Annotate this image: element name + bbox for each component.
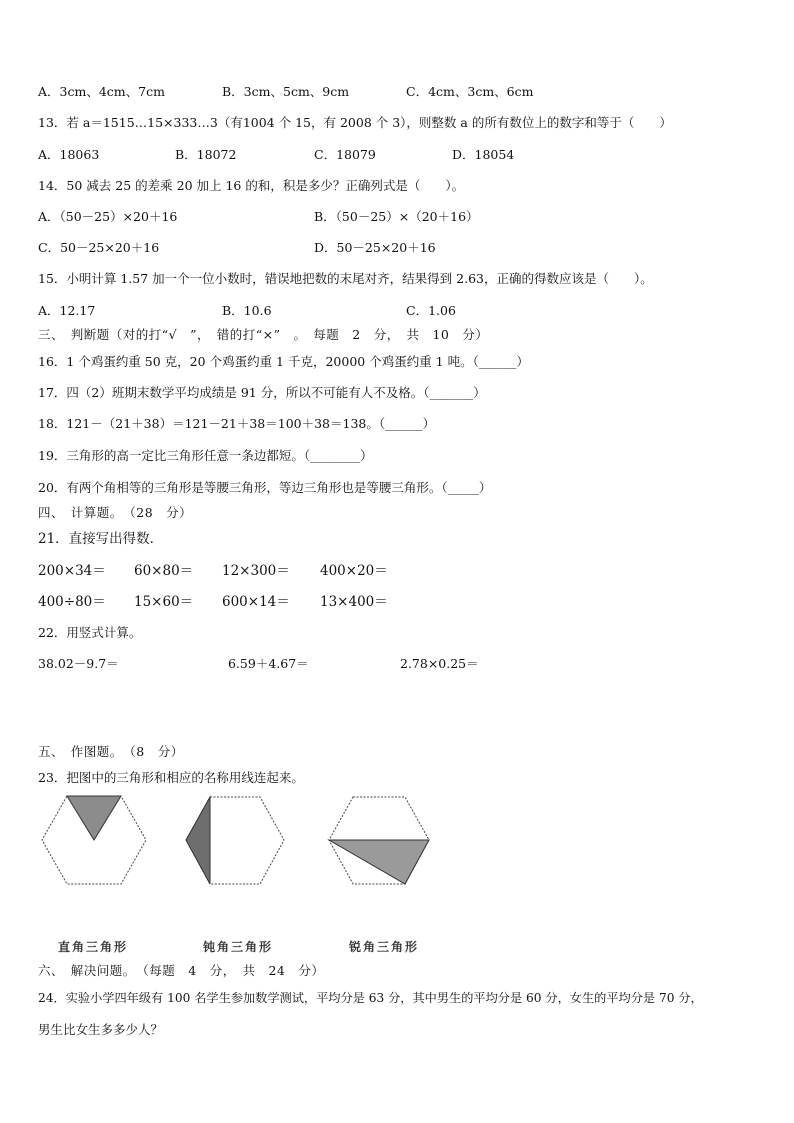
q15-option-c: C．1.06 bbox=[406, 303, 456, 318]
q21-item: 400÷80＝ bbox=[38, 594, 106, 610]
hexagon-figure-right-triangle bbox=[40, 794, 148, 886]
q24-line1: 24．实验小学四年级有 100 名学生参加数学测试，平均分是 63 分，其中男生的平均分是 60 分，女生的平均分是 70 分， bbox=[38, 991, 703, 1005]
q16-statement: 16．1 个鸡蛋约重 50 克，20 个鸡蛋约重 1 千克，20000 个鸡蛋约重 1 吨。（______） bbox=[38, 354, 529, 369]
q24-line2: 男生比女生多多少人？ bbox=[38, 1022, 164, 1037]
section5-heading: 五、 作图题。 （8 分） bbox=[38, 744, 184, 759]
q14-option-b: B．（50－25）×（20＋16） bbox=[314, 209, 479, 224]
section3-heading: 三、 判断题（对的打“√ ”， 错的打“×” 。 每题 2 分， 共 10 分） bbox=[38, 327, 489, 342]
q14-option-a: A．（50－25）×20＋16 bbox=[38, 209, 178, 224]
section4-heading: 四、 计算题。 （28 分） bbox=[38, 505, 193, 520]
q15-stem: 15．小明计算 1.57 加一个一位小数时，错误地把数的末尾对齐，结果得到 2.63，正确的得数应该是（ ）。 bbox=[38, 271, 653, 286]
q13-option-b: B．18072 bbox=[175, 147, 237, 162]
q21-item: 12×300＝ bbox=[222, 563, 290, 579]
q22-item: 6.59＋4.67＝ bbox=[228, 656, 309, 671]
q21-item: 200×34＝ bbox=[38, 563, 106, 579]
q21-item: 400×20＝ bbox=[320, 563, 388, 579]
q21-item: 15×60＝ bbox=[134, 594, 194, 610]
q22-stem: 22．用竖式计算。 bbox=[38, 625, 142, 640]
q13-option-c: C．18079 bbox=[314, 147, 376, 162]
q21-stem: 21．直接写出得数． bbox=[38, 531, 164, 547]
q12-option-a: A．3cm、4cm、7cm bbox=[38, 84, 165, 99]
q14-option-d: D．50－25×20＋16 bbox=[314, 240, 436, 255]
q13-option-d: D．18054 bbox=[452, 147, 515, 162]
q22-item: 38.02－9.7＝ bbox=[38, 656, 119, 671]
label-obtuse-triangle: 钝角三角形 bbox=[203, 940, 274, 954]
label-acute-triangle: 锐角三角形 bbox=[349, 940, 420, 954]
label-right-triangle: 直角三角形 bbox=[58, 940, 129, 954]
hexagon-figure-acute-triangle bbox=[327, 795, 431, 886]
q22-item: 2.78×0.25＝ bbox=[400, 656, 479, 671]
q17-statement: 17．四（2）班期末数学平均成绩是 91 分，所以不可能有人不及格。（_______） bbox=[38, 385, 486, 400]
q13-option-a: A．18063 bbox=[38, 147, 100, 162]
q15-option-b: B．10.6 bbox=[222, 303, 272, 318]
q19-statement: 19．三角形的高一定比三角形任意一条边都短。（________） bbox=[38, 448, 373, 463]
q12-option-b: B．3cm、5cm、9cm bbox=[222, 84, 350, 99]
q12-option-c: C．4cm、3cm、6cm bbox=[406, 84, 534, 99]
q14-option-c: C．50－25×20＋16 bbox=[38, 240, 160, 255]
q18-statement: 18．121－（21＋38）＝121－21＋38＝100＋38＝138。（______） bbox=[38, 416, 436, 431]
q14-stem: 14．50 减去 25 的差乘 20 加上 16 的和，积是多少？正确列式是（ ）。 bbox=[38, 178, 465, 193]
q21-item: 13×400＝ bbox=[320, 594, 388, 610]
q21-item: 600×14＝ bbox=[222, 594, 290, 610]
q21-item: 60×80＝ bbox=[134, 563, 194, 579]
section6-heading: 六、 解决问题。 （每题 4 分， 共 24 分） bbox=[38, 963, 325, 978]
q13-stem: 13．若 a＝1515…15×333…3（有1004 个 15，有 2008 个 3），则整数 a 的所有数位上的数字和等于（ ） bbox=[38, 115, 672, 130]
q23-stem: 23．把图中的三角形和相应的名称用线连起来。 bbox=[38, 770, 304, 785]
q15-option-a: A．12.17 bbox=[38, 303, 96, 318]
q20-statement: 20．有两个角相等的三角形是等腰三角形，等边三角形也是等腰三角形。（_____） bbox=[38, 480, 492, 495]
hexagon-figure-obtuse-triangle bbox=[184, 795, 286, 886]
